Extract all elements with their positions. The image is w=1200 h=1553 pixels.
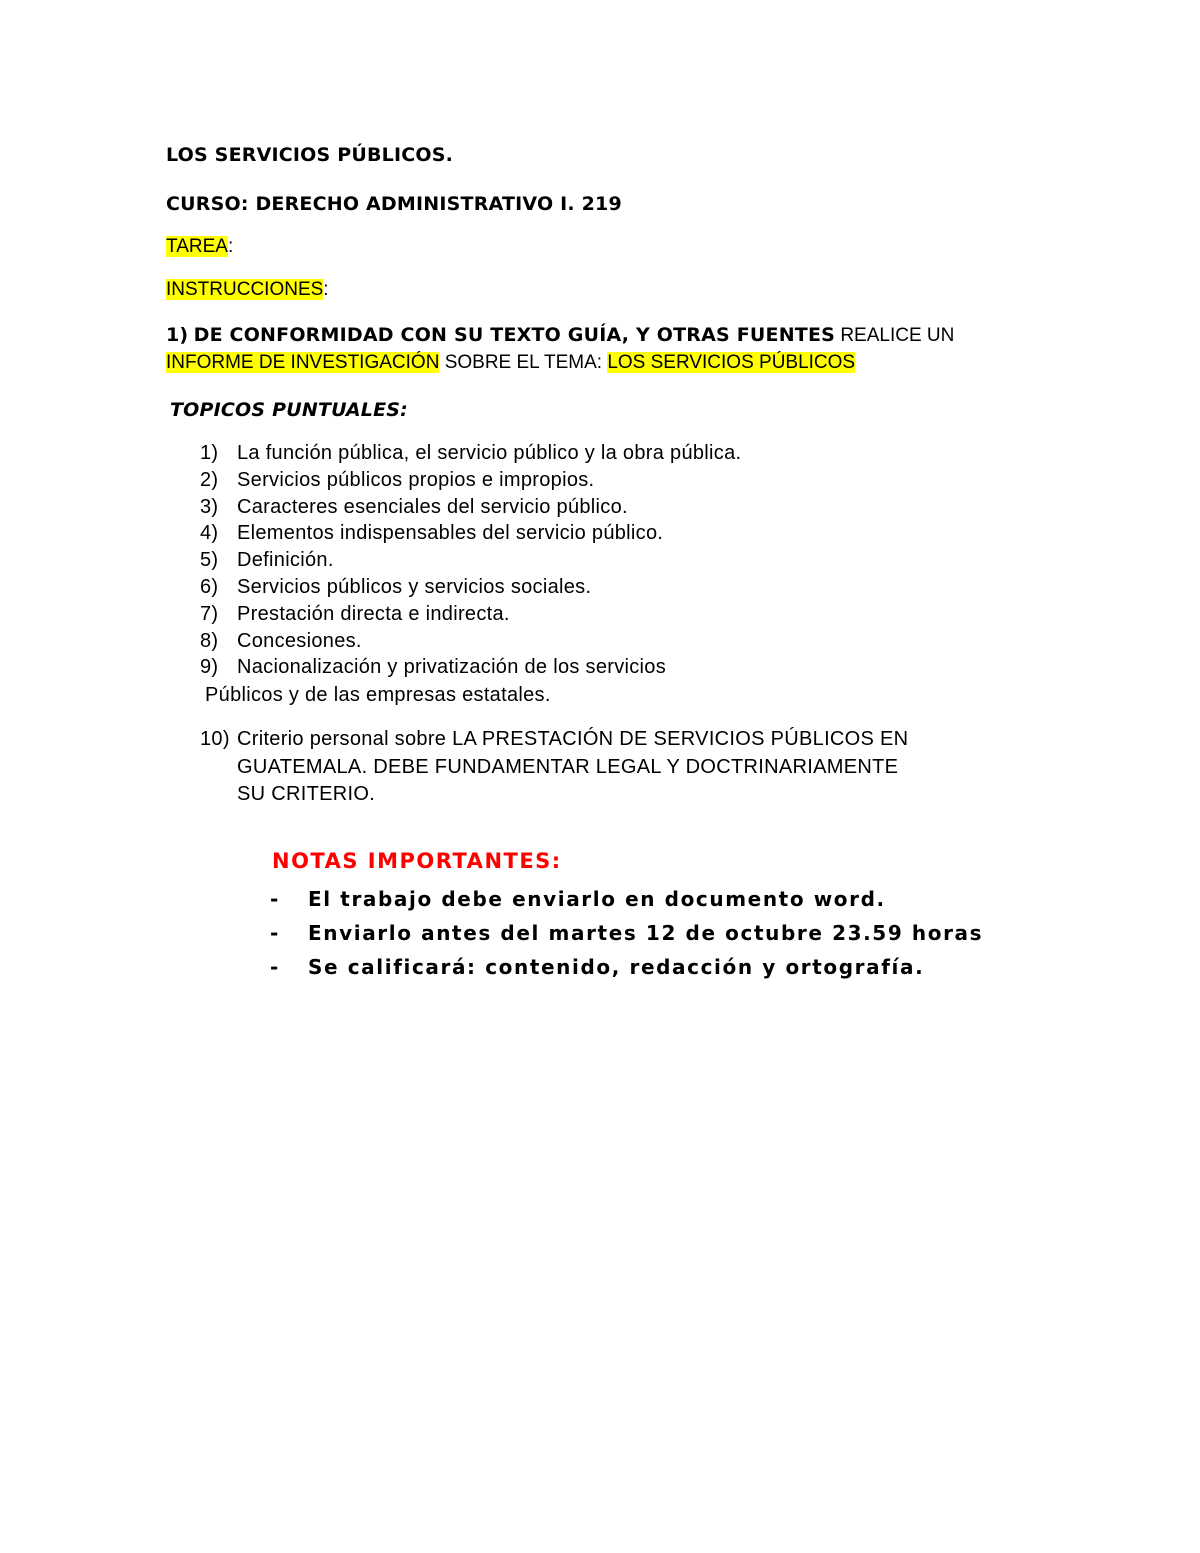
instruction-1-line-2	[166, 352, 855, 374]
topic-10	[200, 726, 908, 809]
instruction-1-line-1	[166, 324, 954, 347]
notes-heading: NOTAS IMPORTANTES:	[272, 849, 562, 873]
topic-item: 2) Servicios públicos propios e impropios.	[200, 468, 595, 491]
topic-10-line-1: Criterio personal sobre LA PRESTACIÓN DE SERVICIOS PÚBLICOS EN	[237, 728, 909, 750]
note-item: - Se calificará: contenido, redacción y ortografía.	[270, 955, 925, 979]
topic-9-continuation: Públicos y de las empresas estatales.	[205, 684, 551, 706]
topic-item: 1) La función pública, el servicio público y la obra pública.	[200, 442, 742, 464]
instruction-1-number: 1)	[166, 324, 189, 346]
topic-10-number: 10)	[200, 728, 230, 750]
topics-list	[200, 440, 741, 681]
note-item: - El trabajo debe enviarlo en documento word.	[270, 887, 886, 911]
topic-highlight: LOS SERVICIOS PÚBLICOS	[607, 352, 856, 373]
topic-item: 5) Definición.	[200, 549, 334, 572]
task-colon: :	[227, 236, 234, 257]
note-item: - Enviarlo antes del martes 12 de octubre 23.59 horas	[270, 921, 984, 945]
topic-item: 8) Concesiones.	[200, 629, 362, 652]
instruction-1-plain-2: SOBRE EL TEMA:	[444, 352, 603, 373]
topics-heading: TOPICOS PUNTUALES:	[170, 399, 408, 421]
topic-item: 9) Nacionalización y privatización de los servicios	[200, 656, 667, 679]
notes-list	[270, 882, 983, 984]
course-line: CURSO: DERECHO ADMINISTRATIVO I. 219	[166, 193, 622, 215]
topic-item: 3) Caracteres esenciales del servicio público.	[200, 495, 628, 518]
report-highlight: INFORME DE INVESTIGACIÓN	[166, 352, 440, 373]
topic-item: 7) Prestación directa e indirecta.	[200, 602, 510, 625]
task-label: TAREA	[166, 236, 228, 257]
topic-item: 4) Elementos indispensables del servicio público.	[200, 522, 664, 545]
instruction-1-plain: REALICE UN	[840, 325, 955, 346]
task-line	[166, 236, 233, 258]
instructions-line	[166, 279, 329, 301]
topic-item: 6) Servicios públicos y servicios sociales.	[200, 575, 592, 598]
topic-10-line-2: GUATEMALA. DEBE FUNDAMENTAR LEGAL Y DOCTRINARIAMENTE	[237, 755, 899, 778]
document-title: LOS SERVICIOS PÚBLICOS.	[166, 144, 454, 166]
instructions-label: INSTRUCCIONES	[166, 279, 324, 300]
topic-10-line-3: SU CRITERIO.	[237, 783, 376, 805]
instructions-colon: :	[323, 279, 329, 300]
instruction-1-bold: DE CONFORMIDAD CON SU TEXTO GUÍA, Y OTRAS FUENTES	[193, 324, 836, 346]
